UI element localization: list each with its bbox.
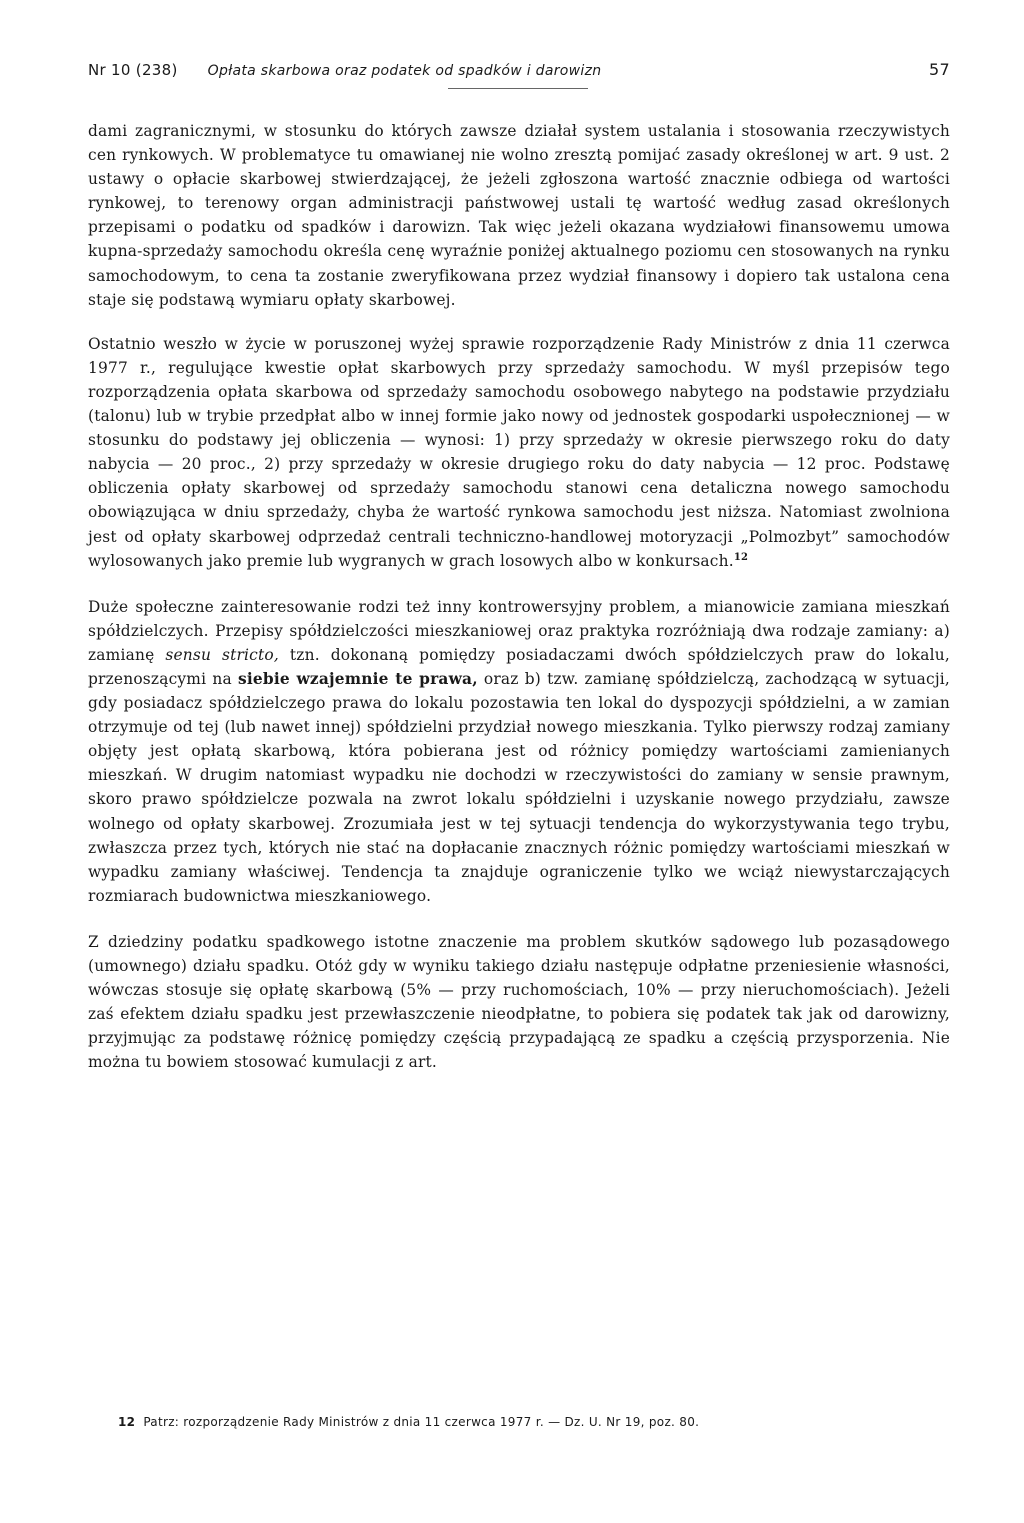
- footnote-reference[interactable]: 12: [733, 551, 749, 563]
- paragraph-3: [88, 595, 950, 908]
- paragraph-3-text-c: oraz b) tzw. zamianę spółdzielczą, zachodzącą w sytuacji, gdy posiadacz spółdzielczego prawa do lokalu pozostawia ten lokal do dyspozycji spółdzielni, a w zamian otrzymuje od tej (lub nawet innej) spółdzielni przydział nowego mieszkania. Tylko pierwszy rodzaj zamiany objęty jest opłatą skarbową, która pobierana jest od różnicy pomiędzy wartościami zamienianych mieszkań. W drugim natomiast wypadku nie dochodzi w rzeczywistości do zamiany w sensie prawnym, skoro prawo spółdzielcze pozwala na zwrot lokalu spółdzielni i uzyskanie nowego przydziału, zawsze wolnego od opłaty skarbowej. Zrozumiała jest w tej sytuacji tendencja do wykorzystywania tego trybu, zwłaszcza przez tych, których nie stać na dopłacanie znacznych różnic pomiędzy wartościami mieszkań w wypadku zamiany właściwej. Tendencja ta znajduje ograniczenie tylko we wciąż niewystarczających rozmiarach budownictwa mieszkaniowego.: [88, 669, 950, 905]
- footnote-text: Patrz: rozporządzenie Rady Ministrów z dnia 11 czerwca 1977 r. — Dz. U. Nr 19, poz. 80.: [143, 1415, 700, 1429]
- paragraph-3-text-b: tzn. dokonaną pomiędzy posiadaczami dwóch spółdzielczych praw do lokalu, przenoszącymi na: [88, 645, 950, 688]
- issue-number: Nr 10 (238): [88, 61, 178, 79]
- running-title: Opłata skarbowa oraz podatek od spadków i darowizn: [207, 63, 602, 79]
- body-text: [88, 119, 950, 1074]
- paragraph-4: Z dziedziny podatku spadkowego istotne znaczenie ma problem skutków sądowego lub pozasądowego (umownego) działu spadku. Otóż gdy w wyniku takiego działu następuje odpłatne przeniesienie własności, wówczas stosuje się opłatę skarbową (5% — przy ruchomościach, 10% — przy nieruchomościach). Jeżeli zaś efektem działu spadku jest przewłaszczenie nieodpłatne, to pobiera się podatek tak jak od darowizny, przyjmując za podstawę różnicę pomiędzy częścią przypadającą ze spadku a częścią przysporzenia. Nie można tu bowiem stosować kumulacji z art.: [88, 932, 950, 1072]
- emphasized-text: siebie wzajemnie te prawa,: [237, 669, 478, 688]
- page: [88, 60, 950, 1074]
- page-number: 57: [929, 60, 950, 79]
- paragraph-1: dami zagranicznymi, w stosunku do których zawsze działał system ustalania i stosowania rzeczywistych cen rynkowych. W problematyce tu omawianej nie wolno zresztą pomijać zasady określonej w art. 9 ust. 2 ustawy o opłacie skarbowej stwierdzającej, że jeżeli zgłoszona wartość znacznie odbiega od wartości rynkowej, to terenowy organ administracji państwowej ustali tę wartość według zasad określonych przepisami o podatku od spadków i darowizn. Tak więc jeżeli okazana wydziałowi finansowemu umowa kupna-sprzedaży samochodu określa cenę wyraźnie poniżej aktualnego poziomu cen stosowanych na rynku samochodowym, to cena ta zostanie zweryfikowana przez wydział finansowy i dopiero tak ustalona cena staje się podstawą wymiaru opłaty skarbowej.: [88, 122, 950, 309]
- paragraph-2: [88, 332, 950, 573]
- paragraph-3-text-a: Duże społeczne zainteresowanie rodzi też inny kontrowersyjny problem, a mianowicie zamiana mieszkań spółdzielczych. Przepisy spółdzielczości mieszkaniowej oraz praktyka rozróżniają dwa rodzaje zamiany: a) zamianę: [88, 597, 950, 664]
- footnote: [118, 1415, 950, 1429]
- footnote-number: 12: [118, 1415, 136, 1429]
- page-header: [88, 60, 950, 83]
- latin-term: sensu stricto,: [165, 645, 279, 664]
- header-rule: [448, 88, 588, 89]
- paragraph-2-text: Ostatnio weszło w życie w poruszonej wyżej sprawie rozporządzenie Rady Ministrów z dnia 11 czerwca 1977 r., regulujące kwestie opłat skarbowych przy sprzedaży samochodu. W myśl przepisów tego rozporządzenia opłata skarbowa od sprzedaży samochodu osobowego nabytego na podstawie przydziału (talonu) lub w trybie przedpłat albo w innej formie jako nowy od jednostek gospodarki uspołecznionej — w stosunku do podstawy jej obliczenia — wynosi: 1) przy sprzedaży w okresie pierwszego roku do daty nabycia — 20 proc., 2) przy sprzedaży w okresie drugiego roku do daty nabycia — 12 proc. Podstawę obliczenia opłaty skarbowej od sprzedaży samochodu stanowi cena detaliczna nowego samochodu obowiązująca w dniu sprzedaży, chyba że wartość rynkowa samochodu jest niższa. Natomiast zwolniona jest od opłaty skarbowej odprzedaż centrali techniczno-handlowej motoryzacji „Polmozbyt” samochodów wylosowanych jako premie lub wygranych w grach losowych albo w konkursach.: [88, 334, 950, 570]
